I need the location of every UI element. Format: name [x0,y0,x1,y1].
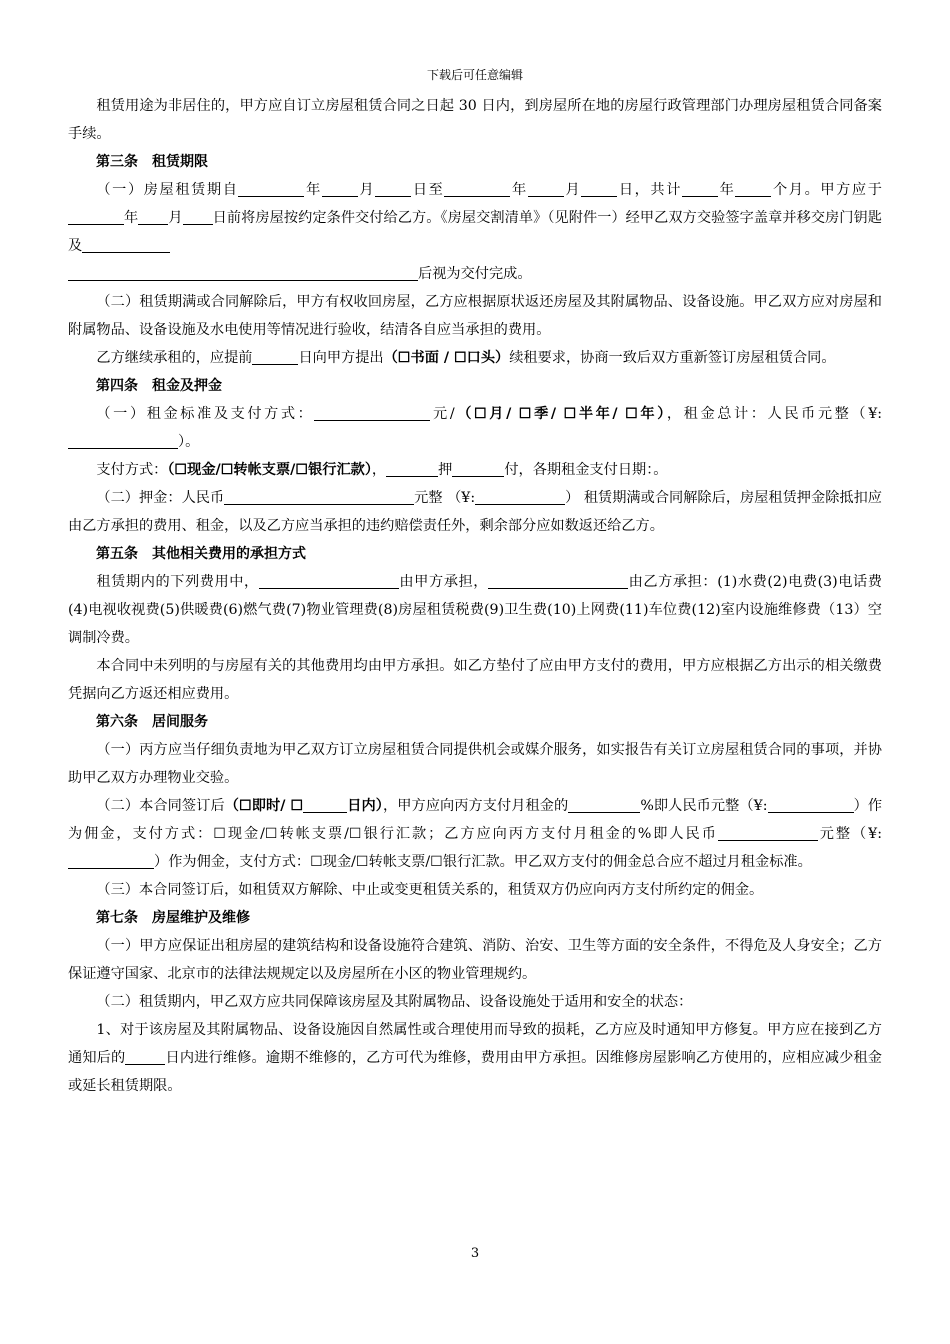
blank-start-month[interactable] [322,180,358,197]
blank-delivery-month[interactable] [138,208,168,225]
blank-end-year[interactable] [444,180,510,197]
blank-delivery-year[interactable] [68,208,124,225]
blank-end-month[interactable] [528,180,564,197]
blank-start-year[interactable] [238,180,304,197]
section-7-title: 第七条 房屋维护及维修 [96,910,250,926]
blank-keys-continued[interactable] [68,264,418,281]
blank-commission-figure-b[interactable] [68,852,154,869]
blank-deposit-figure[interactable] [475,488,565,505]
paragraph-fees: 租赁期内的下列费用中， 由甲方承担， 由乙方承担：(1)水费(2)电费(3)电话费(4)电视收视费(5)供暖费(6)燃气费(7)物业管理费(8)房屋租赁税费(9)卫生费(10)上网费(11)车位费(12)室内设施维修费（13）空调制冷费。 [68,574,882,646]
paragraph-renewal: 乙方继续承租的，应提前 日向甲方提出（☐书面 / ☐口头）续租要求，协商一致后双方重新签订房屋租赁合同。 [96,350,836,366]
document-body [68,92,882,1100]
blank-keys-and[interactable] [82,236,170,253]
blank-commission-figure-a[interactable] [768,796,854,813]
paragraph-safety: （一）甲方应保证出租房屋的建筑结构和设备设施符合建筑、消防、治安、卫生等方面的安全条件，不得危及人身安全；乙方保证遵守国家、北京市的法律法规规定以及房屋所在小区的物业管理规约。 [68,938,882,982]
section-3-title: 第三条 租赁期限 [96,154,208,170]
blank-commission-percent-a[interactable] [568,796,640,813]
blank-pay-months[interactable] [452,460,504,477]
paragraph-other-fees: 本合同中未列明的与房屋有关的其他费用均由甲方承担。如乙方垫付了应由甲方支付的费用，甲方应根据乙方出示的相关缴费凭据向乙方返还相应费用。 [68,658,882,702]
blank-commission-days[interactable] [303,796,347,813]
page-number: 3 [470,1246,480,1261]
paragraph-commission: （二）本合同签订后（☐即时/ ☐ 日内），甲方应向丙方支付月租金的 %即人民币元整（¥: ）作为佣金，支付方式：☐现金/☐转帐支票/☐银行汇款；乙方应向丙方支付月租金的%即人民币 元整（¥:）作为佣金，支付方式：☐现金/☐转帐支票/☐银行汇款。甲乙双方支付的佣金总合应不超过月租金标准。 [68,798,883,870]
paragraph-commission-termination: （三）本合同签订后，如租赁双方解除、中止或变更租赁关系的，租赁双方仍应向丙方支付所约定的佣金。 [96,882,764,898]
blank-end-day[interactable] [581,180,617,197]
section-5-title: 第五条 其他相关费用的承担方式 [96,546,306,562]
paragraph-lease-term: （一）房屋租赁期自 年 月 日至 年 月 日，共计 年 个月。甲方应于年 月 日前将房屋按约定条件交付给乙方。《房屋交割清单》（见附件一）经甲乙双方交验签字盖章并移交房门钥匙及 后视为交付完成。 [68,182,882,282]
blank-repair-days[interactable] [125,1048,165,1065]
blank-deposit-months[interactable] [386,460,438,477]
paragraph-deposit: （二）押金：人民币 元整 （¥: ） 租赁期满或合同解除后，房屋租赁押金除抵扣应由乙方承担的费用、租金，以及乙方应当承担的违约赔偿责任外，剩余部分应如数返还给乙方。 [68,490,882,534]
blank-commission-amount-b[interactable] [718,824,818,841]
blank-rent-amount[interactable] [314,404,430,421]
page-header: 下载后可任意编辑 [426,68,523,82]
paragraph-filing: 租赁用途为非居住的，甲方应自订立房屋租赁合同之日起 30 日内，到房屋所在地的房屋行政管理部门办理房屋租赁合同备案手续。 [68,98,882,142]
blank-deposit-amount[interactable] [224,488,414,505]
blank-rent-total[interactable] [68,432,178,449]
paragraph-payment-method: 支付方式：（☐现金/☐转帐支票/☐银行汇款）， 押 付，各期租金支付日期：。 [96,462,668,478]
blank-fees-party-b[interactable] [488,572,628,589]
blank-renewal-days[interactable] [252,348,298,365]
section-4-title: 第四条 租金及押金 [96,378,222,394]
paragraph-rent: （一）租金标准及支付方式： 元/（☐月/ ☐季/ ☐半年/ ☐年），租金总计：人民币元整（¥:）。 [68,400,882,456]
section-6-title: 第六条 居间服务 [96,714,208,730]
blank-fees-party-a[interactable] [259,572,399,589]
paragraph-lease-expiry: （二）租赁期满或合同解除后，甲方有权收回房屋，乙方应根据原状返还房屋及其附属物品、设备设施。甲乙双方应对房屋和附属物品、设备设施及水电使用等情况进行验收，结清各自应当承担的费用。 [68,294,882,338]
paragraph-maintenance: （二）租赁期内，甲乙双方应共同保障该房屋及其附属物品、设备设施处于适用和安全的状态： [96,994,693,1010]
blank-start-day[interactable] [375,180,411,197]
blank-total-months[interactable] [735,180,771,197]
paragraph-agent-duty: （一）丙方应当仔细负责地为甲乙双方订立房屋租赁合同提供机会或媒介服务，如实报告有关订立房屋租赁合同的事项，并协助甲乙双方办理物业交验。 [68,742,882,786]
blank-delivery-day[interactable] [183,208,213,225]
blank-total-years[interactable] [682,180,718,197]
paragraph-repair: 1、对于该房屋及其附属物品、设备设施因自然属性或合理使用而导致的损耗，乙方应及时通知甲方修复。甲方应在接到乙方通知后的 日内进行维修。逾期不维修的，乙方可代为维修，费用由甲方承担。因维修房屋影响乙方使用的，应相应减少租金或延长租赁期限。 [68,1022,882,1094]
